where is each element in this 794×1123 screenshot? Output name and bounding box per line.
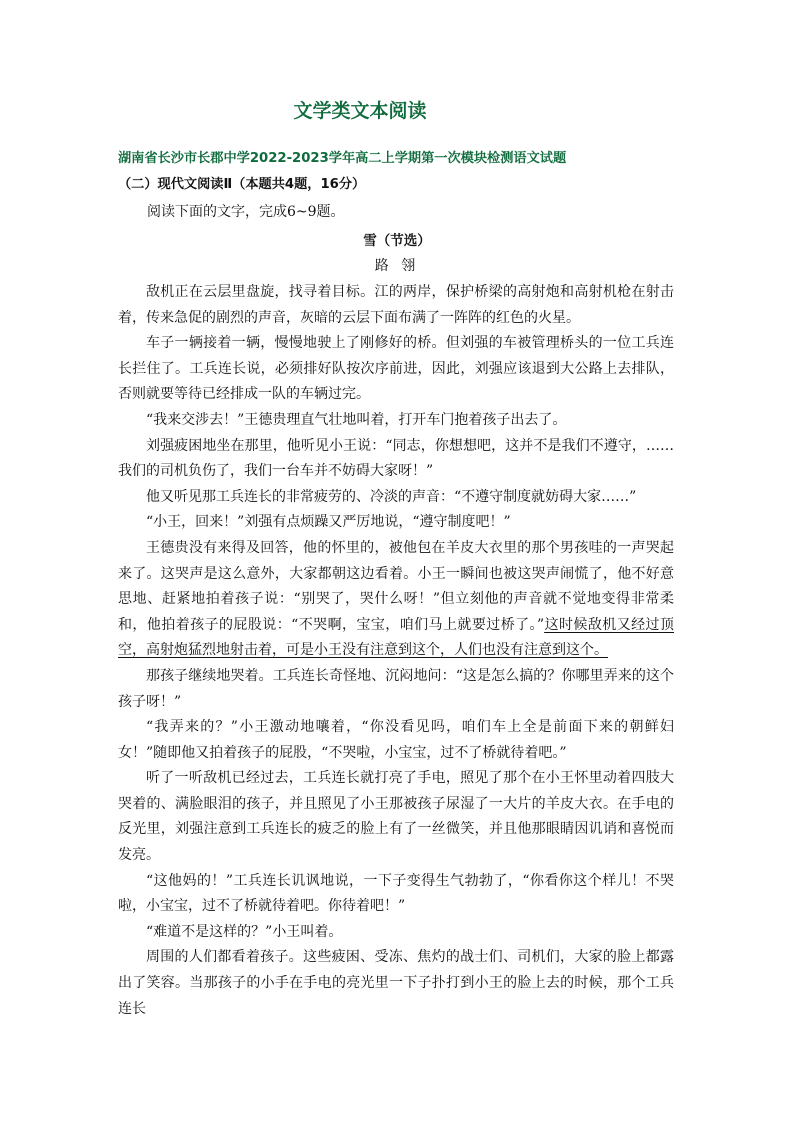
paragraph [118,485,674,511]
paragraph-text: “这他妈的！”工兵连长讥讽地说，一下子变得生气勃勃了，“你看你这个样儿！不哭啦，小宝宝，过不了桥就待着吧。你待着吧！” [118,872,674,915]
exam-source: 湖南省长沙市长郡中学2022-2023学年高二上学期第一次模块检测语文试题 [118,151,567,166]
passage-title: 雪（节选） [363,233,431,249]
paragraph-text: 周围的人们都看着孩子。这些疲困、受冻、焦灼的战士们、司机们，大家的脸上都露出了笑容。当那孩子的小手在手电的亮光里一下子扑打到小王的脸上去的时候，那个工兵连长 [118,949,674,1017]
paragraph [118,280,674,331]
paragraph-text: 他又听见那工兵连长的非常疲劳的、冷淡的声音：“不遵守制度就妨碍大家……” [146,488,637,505]
paragraph [118,869,674,920]
paragraph-text: 车子一辆接着一辆，慢慢地驶上了刚修好的桥。但刘强的车被管理桥头的一位工兵连长拦住了。工兵连长说，必须排好队按次序前进，因此，刘强应该退到大公路上去排队，否则就要等待已经排成一队的车辆过完。 [118,335,674,403]
page-title: 文学类文本阅读 [293,100,427,122]
paragraph [118,331,674,408]
paragraph-text: “我来交涉去！”王德贵理直气壮地叫着，打开车门抱着孩子出去了。 [146,411,567,428]
paragraph-text: “难道不是这样的？”小王叫着。 [146,923,343,940]
paragraph-text: 王德贵没有来得及回答，他的怀里的，被他包在羊皮大衣里的那个男孩哇的一声哭起来了。这哭声是这么意外，大家都朝这边看着。小王一瞬间也被这哭声闹慌了，他不好意思地、赶紧地拍着孩子说：“别哭了，哭什么呀！”但立刻他的声音就不觉地变得非常柔和，他拍着孩子的屁股说：“不哭啊，宝宝，咱们马上就要过桥了。” [118,539,674,633]
instruction: 阅读下面的文字，完成6~9题。 [147,204,345,220]
paragraph [118,510,674,536]
paragraph [118,536,674,664]
paragraph-text: “我弄来的？”小王激动地嚷着，“你没看见吗，咱们车上全是前面下来的朝鲜妇女！”随即他又拍着孩子的屁股，“不哭啦，小宝宝，过不了桥就待着吧。” [118,719,674,761]
paragraph [118,434,674,485]
paragraph [118,715,674,766]
paragraph [118,408,674,434]
paragraph-text: 那孩子继续地哭着。工兵连长奇怪地、沉闷地问：“这是怎么搞的？你哪里弄来的这个孩子呀！” [118,667,674,710]
paragraph-text: 刘强疲困地坐在那里，他听见小王说：“同志，你想想吧，这并不是我们不遵守，……我们的司机负伤了，我们一台车并不妨碍大家呀！” [118,437,674,480]
paragraph [118,664,674,715]
paragraph [118,766,674,868]
section-heading: （二）现代文阅读Ⅱ（本题共4题，16分） [118,177,366,192]
paragraph-text: 敌机正在云层里盘旋，找寻着目标。江的两岸，保护桥梁的高射炮和高射机枪在射击着，传来急促的剧烈的声音，灰暗的云层下面布满了一阵阵的红色的火星。 [118,284,674,326]
paragraph [118,945,674,1022]
paragraph-text: “小王，回来！”刘强有点烦躁又严厉地说，“遵守制度吧！” [146,514,511,531]
paragraph-text: 听了一听敌机已经过去，工兵连长就打亮了手电，照见了那个在小王怀里动着四肢大哭着的、满脸眼泪的孩子，并且照见了小王那被孩子尿湿了一大片的羊皮大衣。在手电的反光里，刘强注意到工兵连长的疲乏的脸上有了一丝微笑，并且他那眼睛因讥诮和喜悦而发亮。 [118,770,674,864]
passage-author: 路 翎 [374,258,420,274]
underlined-sentence: 这时候敌机又经过顶空，高射炮猛烈地射击着，可是小王没有注意到这个，人们也没有注意到这个。 [118,616,674,659]
paragraph [118,920,674,946]
passage-body [118,280,674,1022]
